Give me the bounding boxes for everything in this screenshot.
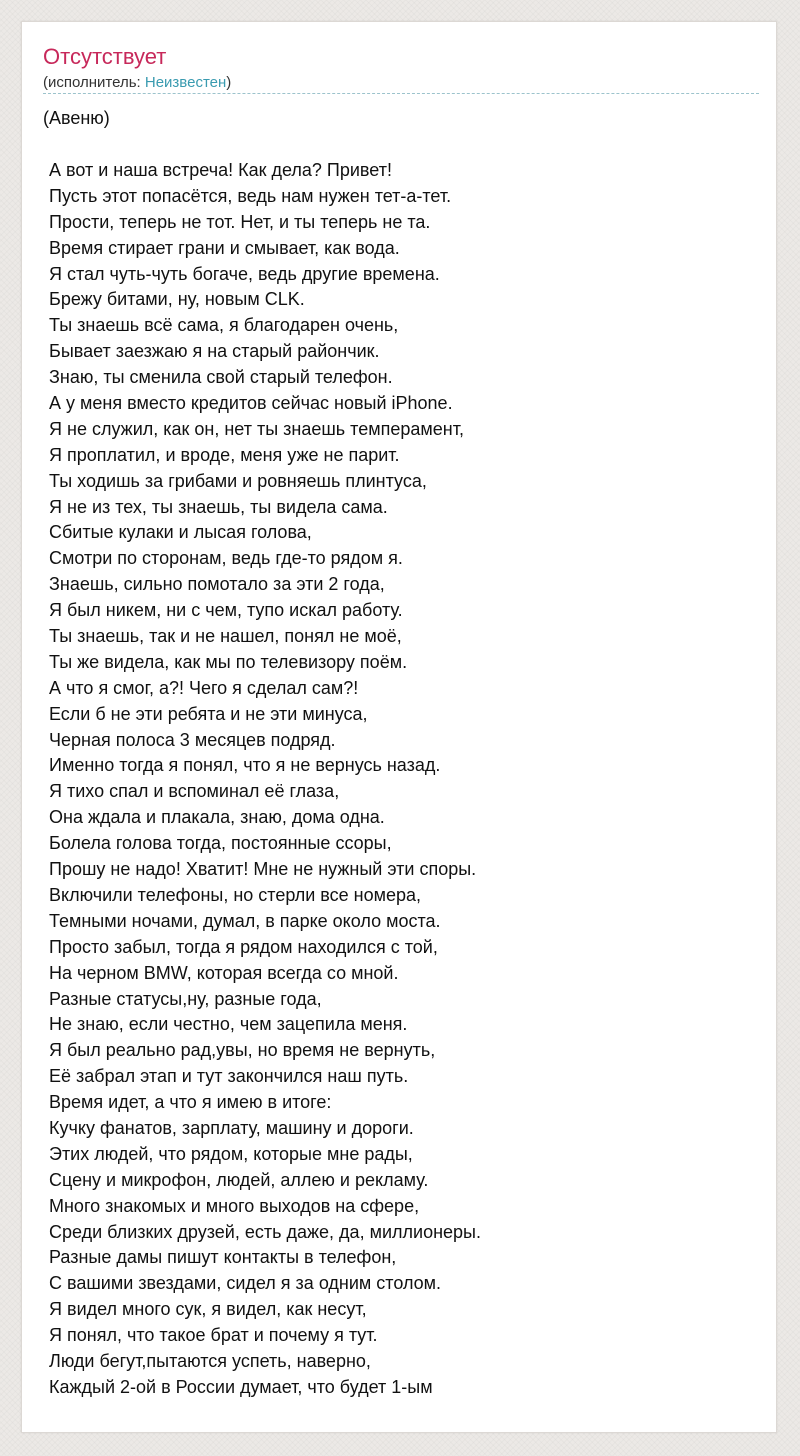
lyric-line: Ты же видела, как мы по телевизору поём. <box>49 651 408 672</box>
artist-prefix: (исполнитель: <box>43 74 145 91</box>
lyric-line: Знаю, ты сменила свой старый телефон. <box>49 367 393 388</box>
lyric-line: Сцену и микрофон, людей, аллею и рекламу. <box>49 1169 429 1190</box>
lyric-line: Сбитые кулаки и лысая голова, <box>49 522 312 543</box>
artist-line <box>43 73 231 93</box>
lyric-line: Время стирает грани и смывает, как вода. <box>49 237 400 258</box>
lyric-line: Брежу битами, ну, новым CLK. <box>49 289 305 310</box>
lyric-line: Темными ночами, думал, в парке около моста. <box>49 910 441 931</box>
lyric-line: Черная полоса 3 месяцев подряд. <box>49 729 336 750</box>
lyric-line: Прошу не надо! Хватит! Мне не нужный эти споры. <box>49 859 477 880</box>
lyric-line: Ты знаешь всё сама, я благодарен очень, <box>49 315 399 336</box>
song-title: Отсутствует <box>43 44 167 69</box>
lyric-line: Каждый 2-ой в России думает, что будет 1-ым <box>49 1376 433 1397</box>
lyric-line: А что я смог, а?! Чего я сделал сам?! <box>49 677 359 698</box>
lyric-line: Прости, теперь не тот. Нет, и ты теперь не та. <box>49 211 431 232</box>
lyric-line: С вашими звездами, сидел я за одним столом. <box>49 1273 442 1294</box>
lyric-line: Я понял, что такое брат и почему я тут. <box>49 1325 378 1346</box>
lyric-line: Я видел много сук, я видел, как несут, <box>49 1299 367 1320</box>
lyric-line: Пусть этот попасётся, ведь нам нужен тет-а-тет. <box>49 185 452 206</box>
dashed-divider <box>43 93 759 94</box>
lyric-line: А вот и наша встреча! Как дела? Привет! <box>49 160 392 180</box>
lyric-line: Смотри по сторонам, ведь где-то рядом я. <box>49 548 403 569</box>
lyrics-card <box>21 21 777 1433</box>
lyric-line: Я тихо спал и вспоминал её глаза, <box>49 781 340 802</box>
lyric-line: Ты ходишь за грибами и ровняешь плинтуса, <box>49 470 427 491</box>
lyric-line: Разные статусы,ну, разные года, <box>49 988 322 1009</box>
lyric-line: Время идет, а что я имею в итоге: <box>49 1092 332 1113</box>
lyric-line: Болела голова тогда, постоянные ссоры, <box>49 833 392 854</box>
lyric-line: Именно тогда я понял, что я не вернусь назад. <box>49 755 441 776</box>
artist-link[interactable]: Неизвестен <box>144 74 227 91</box>
lyric-line: Я проплатил, и вроде, меня уже не парит. <box>49 444 400 465</box>
lyric-line: Люди бегут,пытаются успеть, наверно, <box>49 1350 371 1371</box>
artist-suffix: ) <box>226 74 232 91</box>
lyric-line: Я не из тех, ты знаешь, ты видела сама. <box>49 496 388 517</box>
lyric-line: Не знаю, если честно, чем зацепила меня. <box>49 1014 408 1035</box>
lyric-line: Ты знаешь, так и не нашел, понял не моё, <box>49 626 402 647</box>
lyric-line: А у меня вместо кредитов сейчас новый iPhone. <box>49 393 453 414</box>
lyric-line: Она ждала и плакала, знаю, дома одна. <box>49 807 385 828</box>
lyric-line: Много знакомых и много выходов на сфере, <box>49 1195 420 1216</box>
lyric-line: Разные дамы пишут контакты в телефон, <box>49 1247 397 1268</box>
lyric-line: Я не служил, как он, нет ты знаешь темперамент, <box>49 418 464 439</box>
lyric-line: Если б не эти ребята и не эти минуса, <box>49 703 368 724</box>
lyric-line: Среди близких друзей, есть даже, да, миллионеры. <box>49 1221 481 1242</box>
lyric-line: Этих людей, что рядом, которые мне рады, <box>49 1143 413 1164</box>
lyric-line: Включили телефоны, но стерли все номера, <box>49 884 422 905</box>
lyric-line: Я был реально рад,увы, но время не вернуть, <box>49 1040 436 1061</box>
lyric-line: Её забрал этап и тут закончился наш путь. <box>49 1066 409 1087</box>
lyric-line: Кучку фанатов, зарплату, машину и дороги. <box>49 1117 414 1138</box>
lyric-line: На черном BMW, которая всегда со мной. <box>49 962 399 983</box>
lyric-line: Знаешь, сильно помотало за эти 2 года, <box>49 574 385 595</box>
lyric-line: Я был никем, ни с чем, тупо искал работу. <box>49 600 403 621</box>
lyric-line: Бывает заезжаю я на старый райончик. <box>49 341 380 362</box>
lyric-line: Просто забыл, тогда я рядом находился с той, <box>49 936 438 957</box>
lyrics-block <box>49 158 481 1401</box>
featuring-note: (Авеню) <box>43 108 110 128</box>
lyric-line: Я стал чуть-чуть богаче, ведь другие времена. <box>49 263 440 284</box>
